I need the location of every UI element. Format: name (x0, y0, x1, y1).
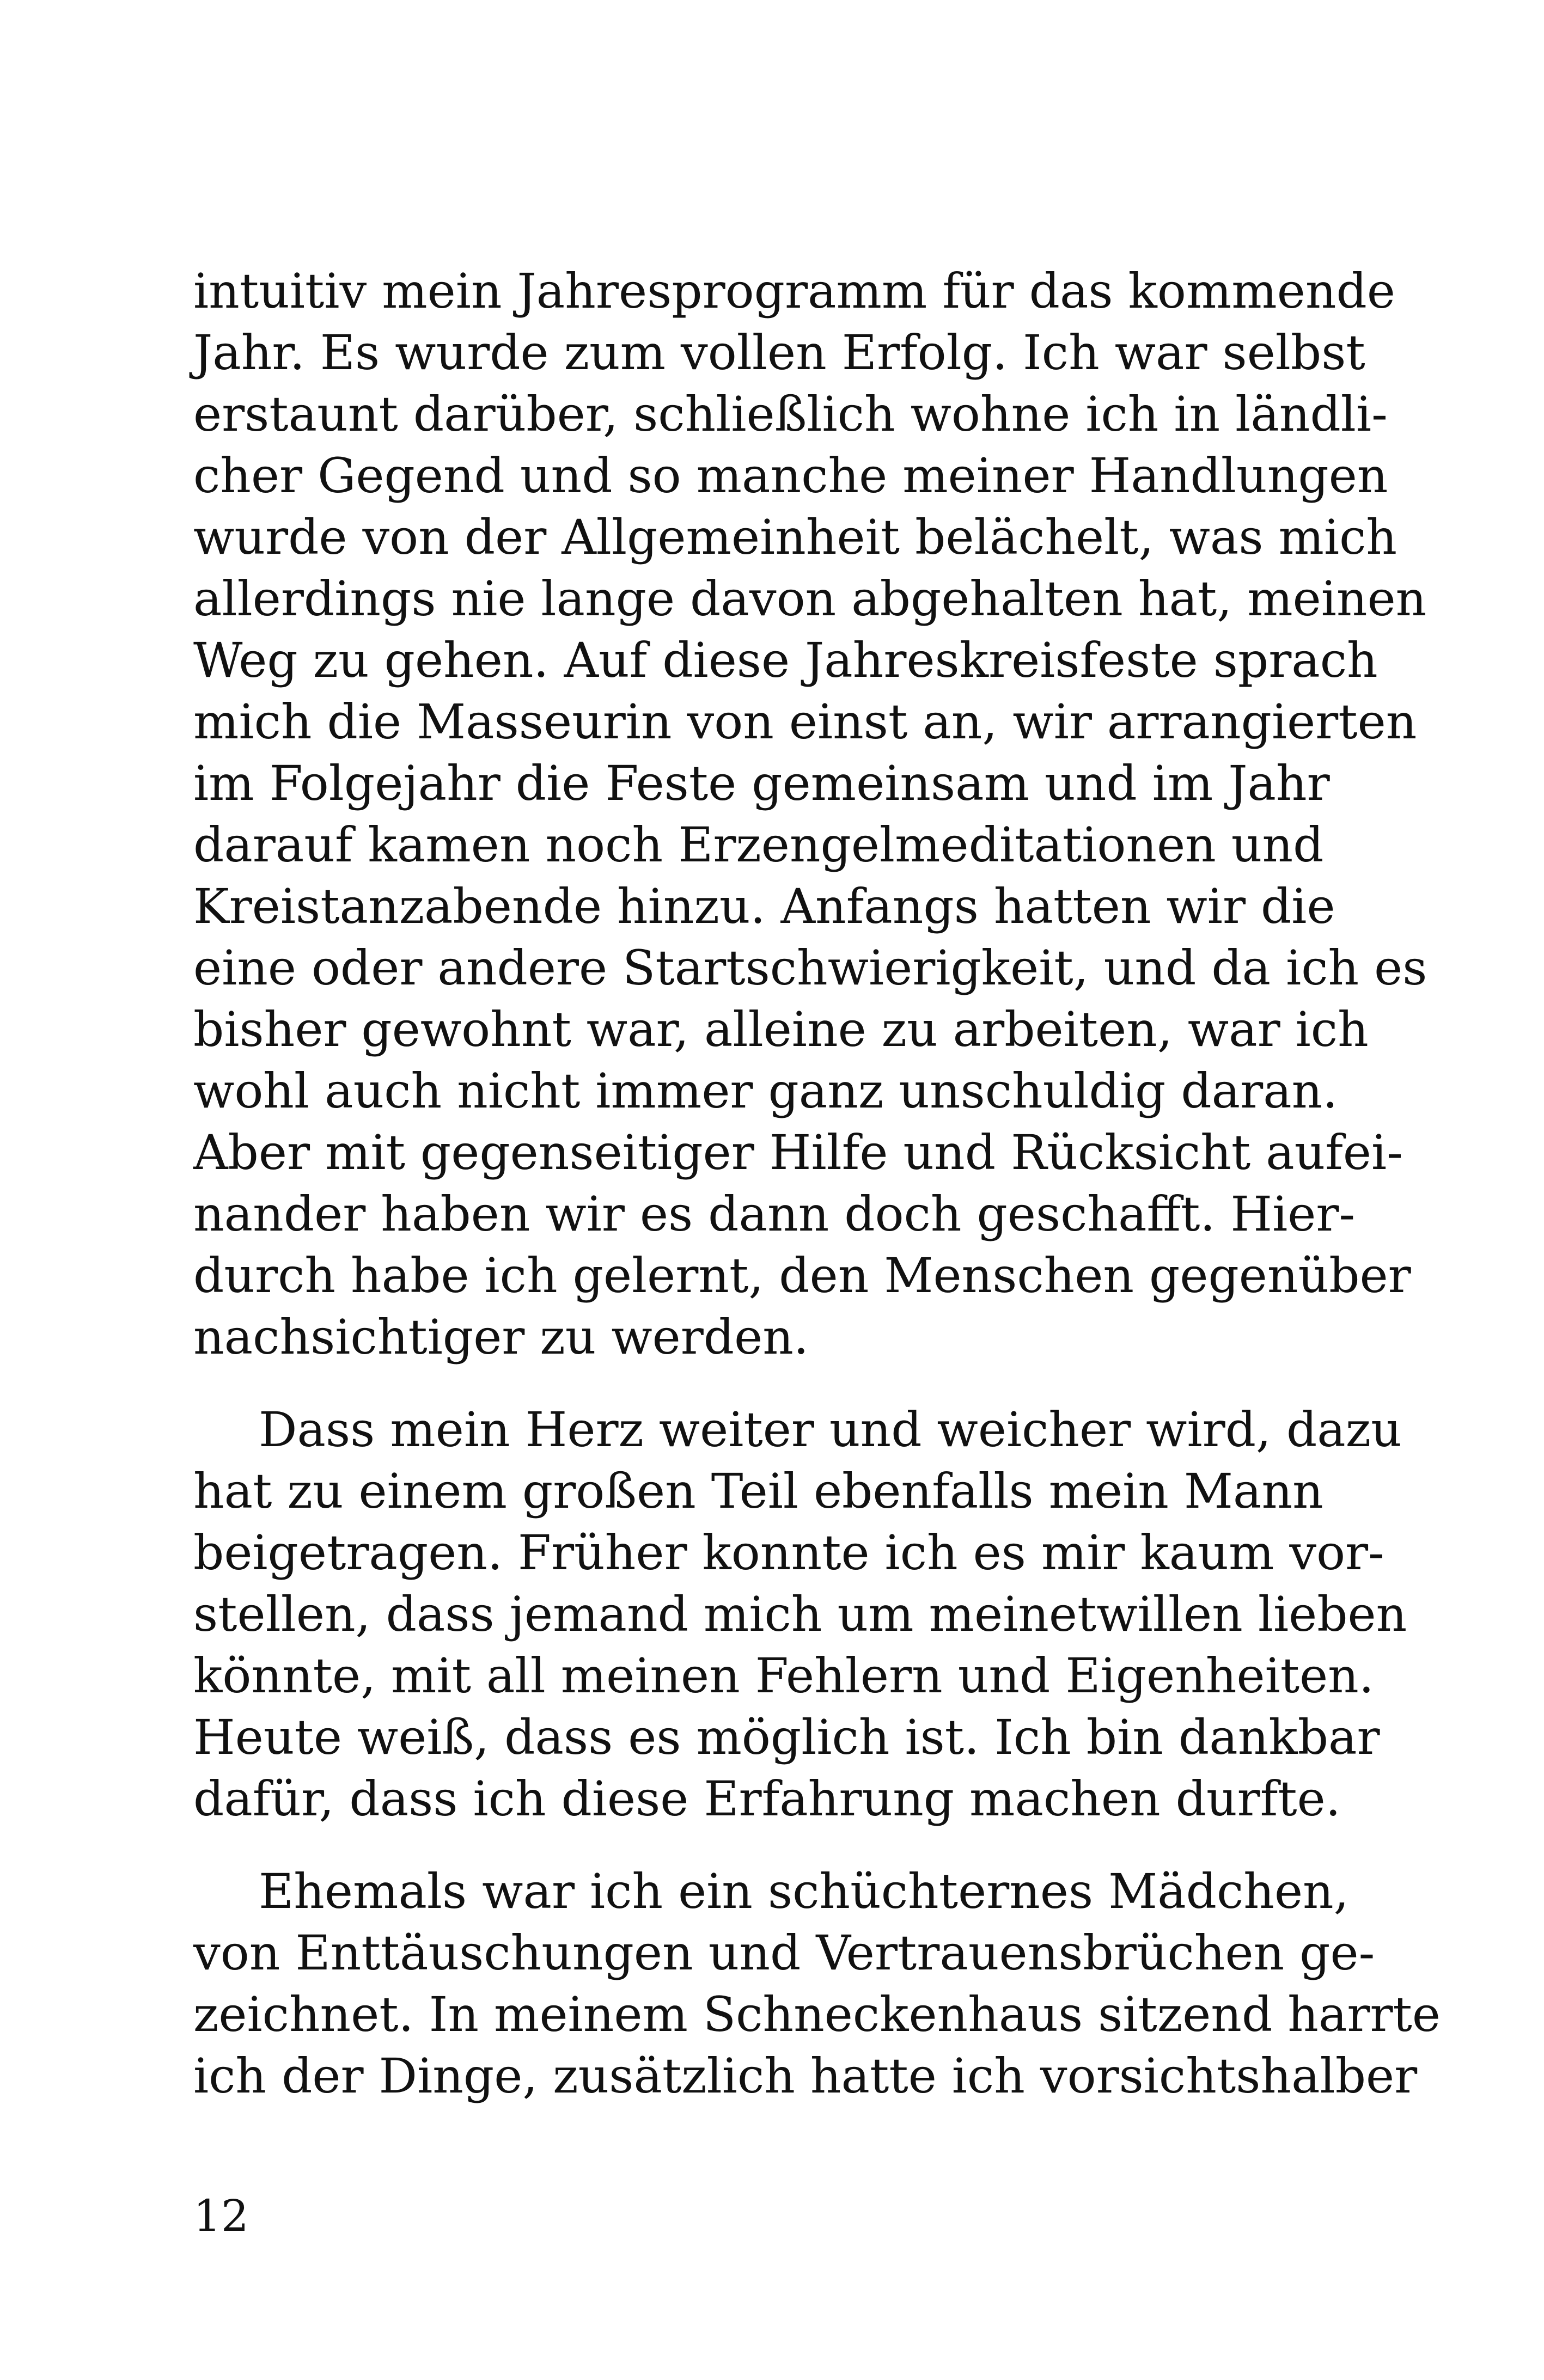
paragraph-3 (193, 1861, 1441, 2107)
text-line: stellen, dass jemand mich um meinetwillen lieben (193, 1586, 1407, 1642)
paragraph-1 (193, 260, 1427, 1368)
text-line: Ehemals war ich ein schüchternes Mädchen, (259, 1863, 1349, 1919)
text-line: bisher gewohnt war, alleine zu arbeiten, war ich (193, 1001, 1369, 1057)
text-line: beigetragen. Früher konnte ich es mir kaum vor- (193, 1525, 1384, 1581)
text-line: hat zu einem großen Teil ebenfalls mein Mann (193, 1463, 1323, 1519)
text-line: durch habe ich gelernt, den Menschen gegenüber (193, 1247, 1411, 1304)
text-line: könnte, mit all meinen Fehlern und Eigenheiten. (193, 1648, 1374, 1704)
text-line: nander haben wir es dann doch geschafft. Hier- (193, 1186, 1356, 1242)
page-number: 12 (193, 2191, 249, 2241)
text-line: zeichnet. In meinem Schneckenhaus sitzend harrte (193, 1986, 1441, 2042)
text-line: mich die Masseurin von einst an, wir arrangierten (193, 694, 1417, 750)
text-line: Weg zu gehen. Auf diese Jahreskreisfeste sprach (193, 632, 1378, 688)
text-line: im Folgejahr die Feste gemeinsam und im Jahr (193, 755, 1330, 811)
body-text (193, 260, 1441, 2107)
text-line: wurde von der Allgemeinheit belächelt, was mich (193, 509, 1397, 565)
text-line: von Enttäuschungen und Vertrauensbrüchen ge- (193, 1925, 1375, 1981)
text-line: Aber mit gegenseitiger Hilfe und Rücksicht aufei- (193, 1124, 1403, 1180)
text-line: ich der Dinge, zusätzlich hatte ich vorsichtshalber (193, 2048, 1418, 2104)
text-line: Jahr. Es wurde zum vollen Erfolg. Ich war selbst (193, 325, 1365, 381)
text-line: darauf kamen noch Erzengelmeditationen und (193, 817, 1324, 873)
text-line: wohl auch nicht immer ganz unschuldig daran. (193, 1063, 1338, 1119)
text-line: Heute weiß, dass es möglich ist. Ich bin dankbar (193, 1709, 1380, 1765)
text-line: nachsichtiger zu werden. (193, 1309, 809, 1365)
text-line: cher Gegend und so manche meiner Handlungen (193, 448, 1388, 504)
text-line: allerdings nie lange davon abgehalten hat, meinen (193, 571, 1427, 627)
text-line: Kreistanzabende hinzu. Anfangs hatten wir die (193, 878, 1335, 934)
text-line: erstaunt darüber, schließlich wohne ich in ländli- (193, 386, 1388, 442)
text-line: dafür, dass ich diese Erfahrung machen durfte. (193, 1771, 1341, 1827)
text-line: eine oder andere Startschwierigkeit, und da ich es (193, 940, 1427, 996)
text-line: intuitiv mein Jahresprogramm für das kommende (193, 263, 1395, 319)
text-line: Dass mein Herz weiter und weicher wird, dazu (259, 1402, 1402, 1458)
paragraph-2 (193, 1399, 1407, 1830)
